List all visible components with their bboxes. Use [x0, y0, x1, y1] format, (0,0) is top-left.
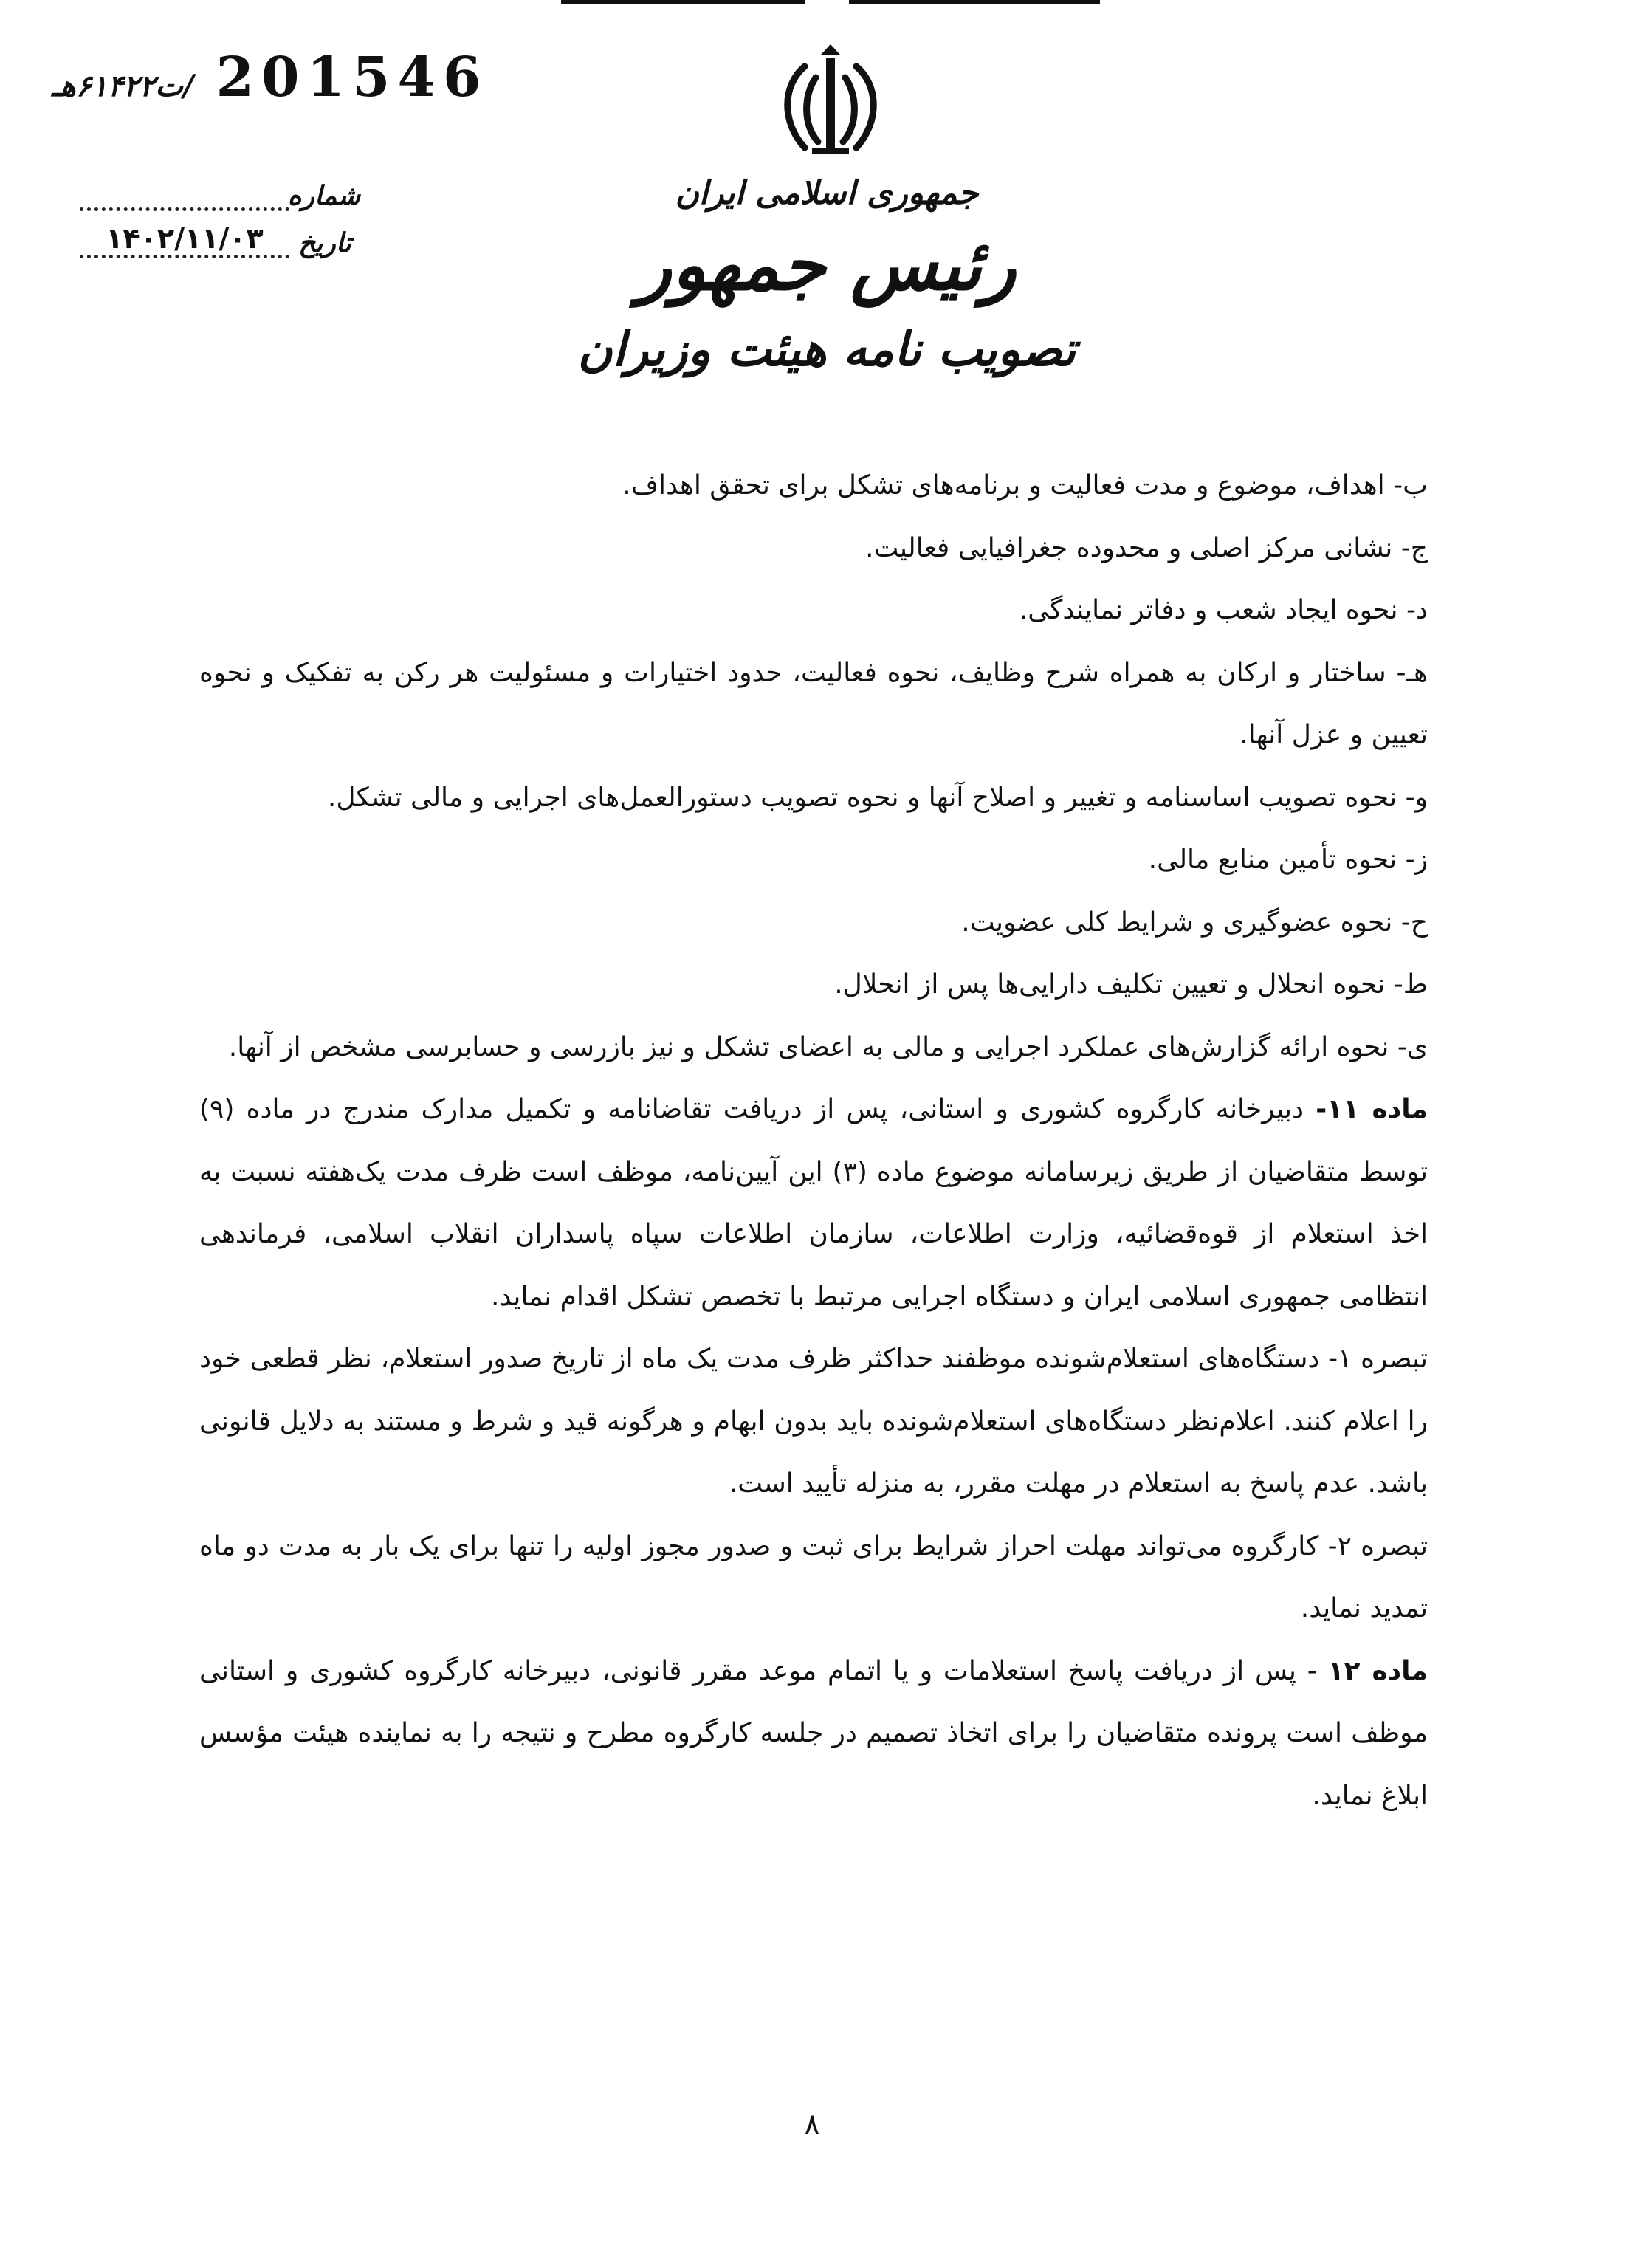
article-12-title: ماده ۱۲	[1327, 1655, 1428, 1686]
article-11-text: دبیرخانه کارگروه کشوری و استانی، پس از دریافت تقاضانامه و تکمیل مدارک مندرج در ماده (۹) توسط متقاضیان از طریق زیرسامانه موضوع ماده (۳) این آیین‌نامه، موظف است ظرف مدت یک‌هفته نسبت به اخذ استعلام از قوه‌قضائیه، وزارت اطلاعات، سازمان اطلاعات سپاه پاسداران انقلاب اسلامی، فرماندهی انتظامی جمهوری اسلامی ایران و دستگاه اجرایی مرتبط با تخصص تشکل اقدام نماید.	[199, 1094, 1428, 1312]
emblem-icon	[775, 44, 886, 162]
number-row	[80, 164, 360, 211]
page-number: ۸	[804, 2108, 820, 2142]
scan-edge-right	[849, 0, 1100, 4]
list-item: ط- نحوه انحلال و تعیین تکلیف دارایی‌ها پس از انحلال.	[834, 969, 1428, 1000]
registration-reference	[52, 46, 488, 109]
article-12-text: - پس از دریافت پاسخ استعلامات و یا اتمام موعد مقرر قانونی، دبیرخانه کارگروه کشوری و استانی موظف است پرونده متقاضیان را برای اتخاذ تصمیم در جلسه کارگروه مطرح و نتیجه را به نماینده هیئت مؤسس ابلاغ نماید.	[199, 1655, 1428, 1811]
registration-number: 201546	[216, 46, 489, 109]
scan-edge-left	[561, 0, 805, 4]
note-2: تبصره ۲- کارگروه می‌تواند مهلت احراز شرایط برای ثبت و صدور مجوز اولیه را تنها برای یک بار به مدت دو ماه تمدید نماید.	[199, 1530, 1428, 1623]
list-item: د- نحوه ایجاد شعب و دفاتر نمایندگی.	[1019, 595, 1428, 625]
list-item: ز- نحوه تأمین منابع مالی.	[1148, 845, 1428, 875]
number-label: شماره	[287, 180, 360, 211]
list-item: ح- نحوه عضوگیری و شرایط کلی عضویت.	[961, 907, 1428, 938]
article-11-title: ماده ۱۱-	[1316, 1094, 1428, 1124]
date-row	[80, 211, 360, 258]
resolution-title: تصویب نامه هیئت وزیران	[577, 322, 1076, 377]
document-body	[199, 455, 1428, 1827]
number-field	[80, 176, 289, 211]
reference-code: /ت۶۱۴۲۲هـ	[52, 69, 194, 103]
article-11	[199, 1079, 1428, 1328]
list-item: ی- نحوه ارائه گزارش‌های عملکرد اجرایی و مالی به اعضای تشکل و نیز بازرسی و حسابرسی مشخص از آنها.	[228, 1031, 1428, 1062]
republic-title: جمهوری اسلامی ایران	[675, 174, 979, 212]
list-item: و- نحوه تصویب اساسنامه و تغییر و اصلاح آنها و نحوه تصویب دستورالعمل‌های اجرایی و مالی تشکل.	[327, 782, 1428, 813]
president-title: رئیس جمهور	[637, 223, 1017, 306]
note-1: تبصره ۱- دستگاه‌های استعلام‌شونده موظفند حداکثر ظرف مدت یک ماه از تاریخ صدور استعلام، نظر قطعی خود را اعلام کنند. اعلام‌نظر دستگاه‌های استعلام‌شونده باید بدون ابهام و هرگونه قید و شرط و مستند به دلایل قانونی باشد. عدم پاسخ به استعلام در مهلت مقرر، به منزله تأیید است.	[199, 1344, 1428, 1499]
date-label: تاریخ	[298, 227, 351, 258]
article-12	[199, 1640, 1428, 1828]
list-item: هـ- ساختار و ارکان به همراه شرح وظایف، نحوه فعالیت، حدود اختیارات و مسئولیت هر رکن به تفکیک و نحوه تعیین و عزل آنها.	[199, 657, 1428, 750]
list-item: ب- اهداف، موضوع و مدت فعالیت و برنامه‌های تشکل برای تحقق اهداف.	[622, 470, 1428, 501]
date-field: ۱۴۰۲/۱۱/۰۳	[80, 224, 289, 258]
letter-metadata	[80, 164, 360, 258]
list-item: ج- نشانی مرکز اصلی و محدوده جغرافیایی فعالیت.	[865, 532, 1428, 563]
header-titles	[561, 170, 1093, 387]
